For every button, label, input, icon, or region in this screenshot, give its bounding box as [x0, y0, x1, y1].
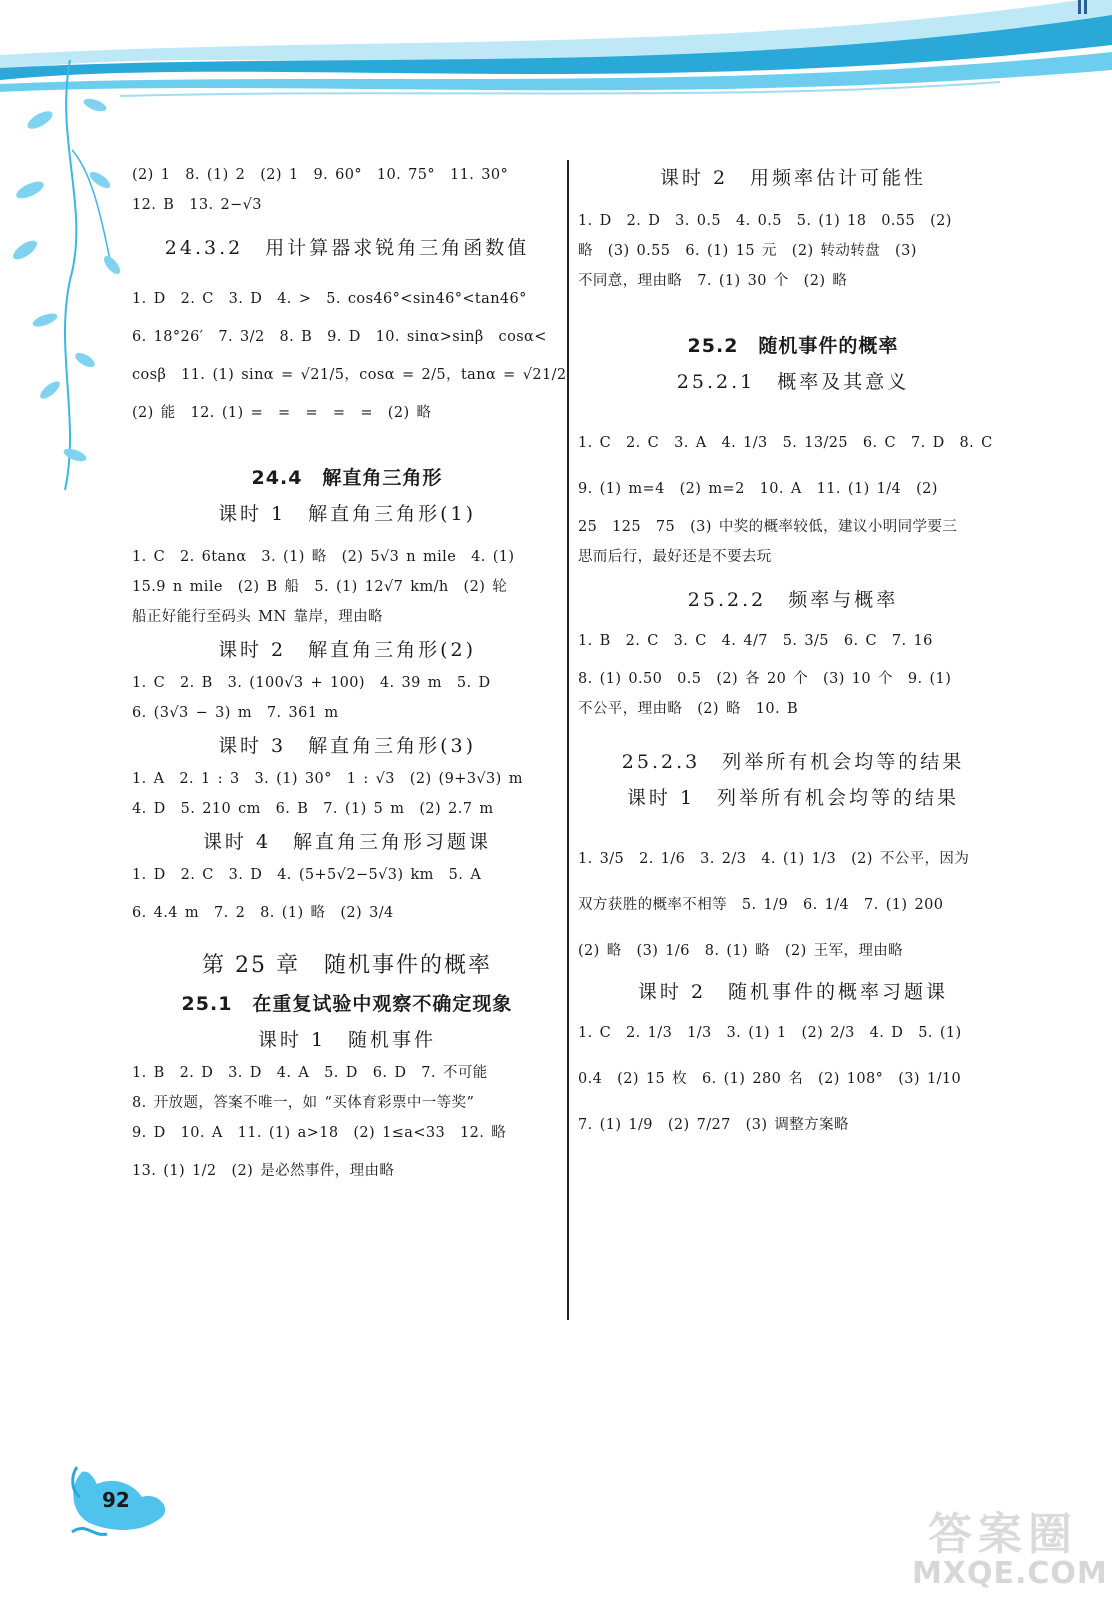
- answer-line: 8. (1) 0.50 0.5 (2) 各 20 个 (3) 10 个 9. (1): [578, 671, 952, 687]
- answer-line: 0.4 (2) 15 枚 6. (1) 280 名 (2) 108° (3) 1/10: [578, 1071, 962, 1087]
- section-heading: 24.4 解直角三角形: [251, 467, 443, 489]
- chapter-heading: 第 25 章 随机事件的概率: [202, 953, 492, 978]
- answer-line: 1. C 2. 1/3 1/3 3. (1) 1 (2) 2/3 4. D 5. (1): [578, 1025, 962, 1041]
- answer-line: 1. B 2. D 3. D 4. A 5. D 6. D 7. 不可能: [132, 1065, 488, 1081]
- header-swoosh-banner: [0, 0, 1112, 140]
- column-divider: [567, 160, 569, 1320]
- section-heading: 25.2 随机事件的概率: [687, 335, 899, 357]
- subsection-heading: 25.2.3 列举所有机会均等的结果: [621, 751, 965, 773]
- answer-line: (2) 1 8. (1) 2 (2) 1 9. 60° 10. 75° 11. 30°: [132, 167, 509, 183]
- answer-line: 不同意，理由略 7. (1) 30 个 (2) 略: [578, 273, 848, 289]
- answer-line: 4. D 5. 210 cm 6. B 7. (1) 5 m (2) 2.7 m: [132, 801, 494, 817]
- answer-line: 6. 18°26′ 7. 3/2 8. B 9. D 10. sinα>sinβ cosα<: [132, 329, 547, 345]
- answer-line: 双方获胜的概率不相等 5. 1/9 6. 1/4 7. (1) 200: [578, 897, 944, 913]
- answer-line: 1. C 2. 6tanα 3. (1) 略 (2) 5√3 n mile 4. (1): [132, 549, 515, 565]
- answer-line: 1. D 2. D 3. 0.5 4. 0.5 5. (1) 18 0.55 (2): [578, 213, 952, 229]
- answer-line: (2) 略 (3) 1/6 8. (1) 略 (2) 王军，理由略: [578, 943, 904, 959]
- answer-line: 12. B 13. 2−√3: [132, 197, 262, 213]
- lesson-heading: 课时 1 随机事件: [257, 1029, 437, 1051]
- answer-line: 1. 3/5 2. 1/6 3. 2/3 4. (1) 1/3 (2) 不公平，因为: [578, 851, 970, 867]
- lesson-heading: 课时 1 解直角三角形(1): [217, 503, 477, 525]
- lesson-heading: 课时 2 用频率估计可能性: [659, 167, 927, 189]
- answer-line: 8. 开放题，答案不唯一，如 “买体育彩票中一等奖”: [132, 1095, 475, 1111]
- answer-line: 1. D 2. C 3. D 4. (5+5√2−5√3) km 5. A: [132, 867, 482, 883]
- right-column: [578, 160, 1008, 1148]
- section-heading: 25.1 在重复试验中观察不确定现象: [181, 993, 513, 1015]
- answer-line: 15.9 n mile (2) B 船 5. (1) 12√7 km/h (2) 轮: [132, 579, 508, 595]
- lesson-heading: 课时 1 列举所有机会均等的结果: [626, 787, 960, 809]
- answer-line: 6. (3√3 − 3) m 7. 361 m: [132, 705, 339, 721]
- answer-line: 1. C 2. B 3. (100√3 + 100) 4. 39 m 5. D: [132, 675, 491, 691]
- page-number: 92: [102, 1488, 130, 1512]
- answer-line: 1. D 2. C 3. D 4. > 5. cos46°<sin46°<tan46°: [132, 291, 527, 307]
- answer-line: 9. D 10. A 11. (1) a>18 (2) 1≤a<33 12. 略: [132, 1125, 507, 1141]
- answer-line: 7. (1) 1/9 (2) 7/27 (3) 调整方案略: [578, 1117, 849, 1133]
- answer-line: 不公平，理由略 (2) 略 10. B: [578, 701, 799, 717]
- answer-line: 9. (1) m=4 (2) m=2 10. A 11. (1) 1/4 (2): [578, 481, 938, 497]
- answer-line: cosβ 11. (1) sinα = √21/5，cosα = 2/5，tanα = √21/2: [132, 367, 567, 383]
- watermark-chinese: 答案圈: [928, 1509, 1078, 1560]
- answer-line: 1. B 2. C 3. C 4. 4/7 5. 3/5 6. C 7. 16: [578, 633, 933, 649]
- lesson-heading: 课时 4 解直角三角形习题课: [202, 831, 492, 853]
- lesson-heading: 课时 2 解直角三角形(2): [217, 639, 477, 661]
- answer-line: 25 125 75 (3) 中奖的概率较低，建议小明同学要三: [578, 519, 958, 535]
- subsection-heading: 25.2.2 频率与概率: [687, 589, 899, 611]
- subsection-heading: 25.2.1 概率及其意义: [676, 371, 910, 393]
- lesson-heading: 课时 2 随机事件的概率习题课: [637, 981, 949, 1003]
- answer-line: 1. A 2. 1 : 3 3. (1) 30° 1 : √3 (2) (9+3√3) m: [132, 771, 523, 787]
- answer-line: 思而后行，最好还是不要去玩: [578, 549, 772, 565]
- answer-line: (2) 能 12. (1) = = = = = (2) 略: [132, 405, 432, 421]
- answer-line: 6. 4.4 m 7. 2 8. (1) 略 (2) 3/4: [132, 905, 394, 921]
- decorative-vine: [0, 60, 130, 500]
- answer-line: 1. C 2. C 3. A 4. 1/3 5. 13/25 6. C 7. D 8. C: [578, 435, 993, 451]
- left-column: [132, 160, 567, 1194]
- answer-line: 船正好能行至码头 MN 靠岸，理由略: [132, 609, 383, 625]
- watermark-url: MXQE.COM: [912, 1556, 1108, 1591]
- lesson-heading: 课时 3 解直角三角形(3): [217, 735, 477, 757]
- answer-line: 13. (1) 1/2 (2) 是必然事件，理由略: [132, 1163, 395, 1179]
- section-heading: 24.3.2 用计算器求锐角三角函数值: [164, 237, 530, 259]
- answer-line: 略 (3) 0.55 6. (1) 15 元 (2) 转动转盘 (3): [578, 243, 917, 259]
